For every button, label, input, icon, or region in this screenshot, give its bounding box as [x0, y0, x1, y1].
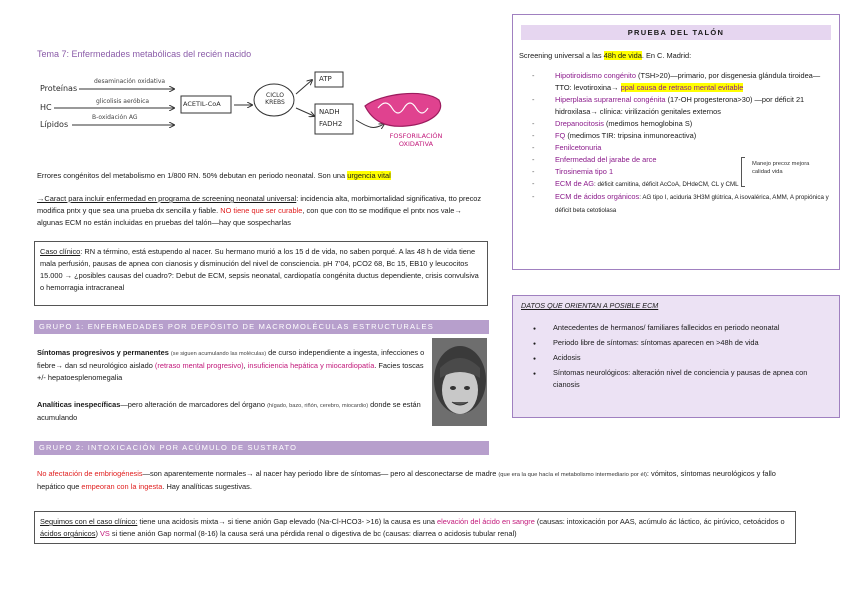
grupo1-p2: insuficiencia hepática y miocardiopatía: [247, 361, 375, 370]
caso2-box: Seguimos con el caso clínico: tiene una acidosis mixta→ si tiene anión Gap elevado (Na-Cl-HCO3- >16) la causa es una elevación del ácido en sangre (causas: intoxicación por AAS, acúmulo ác láctico, ác pirúvico, cetoácidos o ácidos orgánicos) VS si tiene anión Gap normal (8-16) la causa será una pérdida renal o digestiva de bc (causas: diarrea o acidosis tubular renal): [34, 511, 796, 544]
arrow-label-glicolisis: glicolisis aeróbica: [96, 98, 150, 105]
caract-text1: : incidencia alta, morbimortalidad significativa, tto precoz modifica pntx y que sea una prueba dx sencilla y fiable.: [37, 194, 482, 215]
caso-label: Caso clínico: [40, 247, 81, 256]
grupo2-red2: empeoran con la ingesta: [81, 482, 163, 491]
nadh-label: NADH: [319, 108, 340, 116]
child-photo: [432, 338, 487, 426]
datos-item: ● Síntomas neurológicos: alteración nivel de conciencia y pausas de apnea con cianosis: [513, 367, 831, 391]
grupo1-s1: (se siguen acumulando las moléculas): [170, 351, 267, 357]
arrow-label-boxidacion: B-oxidación AG: [92, 114, 138, 121]
metabolism-diagram: [34, 68, 474, 168]
krebs-label: CICLO KREBS: [265, 92, 285, 106]
acetil-label: ACETIL-CoA: [183, 100, 221, 108]
grupo1-paragraph1: Síntomas progresivos y permanentes (se siguen acumulando las moléculas) de curso independiente a ingesta, infecciones o fiebre→ dan sd neurológico aislado (retraso mental progresivo), insuficiencia hepática y miocardiopatía. Facies toscas +/- hepatoesplenomegalia: [37, 348, 425, 382]
caract-lead: →Caract para incluir enfermedad en programa de screening neonatal universal: [37, 194, 297, 203]
input-hc: HC: [40, 103, 52, 112]
caract-text2: , con que con tto se modifique el pntx nos vale→ algunas ECM no están incluidas en pruebas del talón—hay que sospecharlas: [37, 206, 462, 227]
grupo2-red1: No afectación de embriogénesis: [37, 469, 143, 478]
screening-line: Screening universal a las 48h de vida. En C. Madrid:: [519, 51, 692, 60]
grupo1-t3: . Facies toscas +/- hepatoesplenomegalia: [37, 361, 424, 382]
talon-item: - Tirosinemia tipo 1: [532, 167, 614, 176]
grupo1-t1: de curso independiente a ingesta, infecciones o fiebre→ dan sd neurológico aislado: [37, 348, 425, 370]
intro-paragraph: [37, 170, 487, 182]
manejo-precoz-note: Manejo precoz mejora calidad vida: [752, 161, 810, 175]
grupo1-band: GRUPO 1: ENFERMEDADES POR DEPÓSITO DE MACROMOLÉCULAS ESTRUCTURALES: [34, 320, 489, 334]
datos-item: ● Periodo libre de síntomas: síntomas aparecen en >48h de vida: [513, 337, 831, 349]
grupo2-band: GRUPO 2: INTOXICACIÓN POR ACÚMULO DE SUSTRATO: [34, 441, 489, 455]
intro-highlight: urgencia vital: [347, 171, 391, 180]
intro-text: Errores congénitos del metabolismo en 1/800 RN. 50% debutan en periodo neonatal. Son una: [37, 171, 348, 180]
caract-red: NO tiene que ser curable: [220, 206, 303, 215]
child-face-image: [432, 338, 487, 426]
talon-list: [513, 70, 831, 217]
prueba-talon-panel: [512, 14, 840, 270]
caso2-pink1: elevación del ácido en sangre: [437, 517, 535, 526]
caso2-u1: ácidos orgánicos: [40, 529, 96, 538]
grupo2-paragraph: No afectación de embriogénesis—son aparentemente normales→ al nacer hay periodo libre de síntomas— pero al desconectarse de madre (que era la que hacía el metabolismo intermediario por él): vómitos, síntomas neurológicos y fallo hepático que empeoran con la ingesta. Hay analíticas sugestivas.: [37, 469, 776, 491]
datos-list: [513, 322, 831, 391]
talon-item: - Drepanocitosis (medimos hemoglobina S): [532, 119, 693, 128]
datos-panel: [512, 295, 840, 418]
caso-text: : RN a término, está estupendo al nacer. Su hermano murió a los 15 d de vida, no saben porqué. A las 48 h de vida tiene mala perfusión, pausas de apnea con cianosis y disminución del nivel de consciencia. pH 7’04, pCO2 68, Bc 15, EB10 y leucocitos 15.000 → ¿posibles causas del cuadro?: Debut de ECM, sepsis neonatal, cardiopatía congénita ductus dependiente, crisis convulsiva o hemorragia intracraneal: [40, 247, 479, 292]
caract-paragraph: [37, 193, 489, 229]
grupo1-paragraph2: Analíticas inespecíficas—pero alteración de marcadores del órgano (hígado, bazo, riñón, cerebro, miocardio) donde se están acumulando: [37, 400, 421, 422]
datos-item: ● Acidosis: [513, 352, 831, 364]
talon-item: - ECM de ácidos orgánicos: AG tipo I, aciduria 3H3M glútrica, A isovalérica, AMM, A propiónica y déficit beta cetotiolasa: [532, 192, 829, 214]
caso2-vs: VS: [99, 529, 110, 538]
datos-item: ● Antecedentes de hermanos/ familiares fallecidos en periodo neonatal: [513, 322, 831, 334]
input-lipidos: Lípidos: [40, 120, 69, 129]
note-brace: [741, 157, 745, 187]
caso2-label: Seguimos con el caso clínico:: [40, 517, 138, 526]
grupo1-b1: Síntomas progresivos y permanentes: [37, 348, 169, 357]
talon-header: PRUEBA DEL TALÓN: [521, 25, 831, 40]
screening-highlight: 48h de vida: [603, 51, 642, 60]
arrow-label-desaminacion: desaminación oxidativa: [94, 78, 166, 85]
talon-item: - Fenilcetonuria: [532, 143, 602, 152]
atp-label: ATP: [319, 75, 332, 83]
talon-item: - ECM de AG: déficit carnitina, déficit AcCoA, DHdeCM, CL y CML: [532, 179, 739, 188]
talon-item: - Hipotiroidismo congénito (TSH>20)—primario, por disgenesia glándula tiroidea—TTO: levotiroxina→ ppal causa de retraso mental evitable: [532, 71, 821, 92]
fosfo-label: FOSFORILACIÓN OXIDATIVA: [389, 132, 443, 148]
grupo1-b2: Analíticas inespecíficas: [37, 400, 121, 409]
caso-clinico-box: [34, 241, 488, 306]
talon-item: - FQ (medimos TIR: tripsina inmunoreactiva): [532, 131, 697, 140]
input-proteinas: Proteínas: [40, 84, 78, 93]
talon-item: - Hiperplasia suprarrenal congénita (17-OH progesterona>30) —por déficit 21 hidroxilasa→ clínica: virilización genitales externos: [532, 95, 805, 116]
talon-item: - Enfermedad del jarabe de arce: [532, 155, 657, 164]
page-title: Tema 7: Enfermedades metabólicas del recién nacido: [37, 49, 252, 59]
grupo1-p1: (retraso mental progresivo): [154, 361, 244, 370]
datos-title: DATOS QUE ORIENTAN A POSIBLE ECM: [521, 301, 659, 310]
fadh-label: FADH2: [319, 120, 343, 128]
